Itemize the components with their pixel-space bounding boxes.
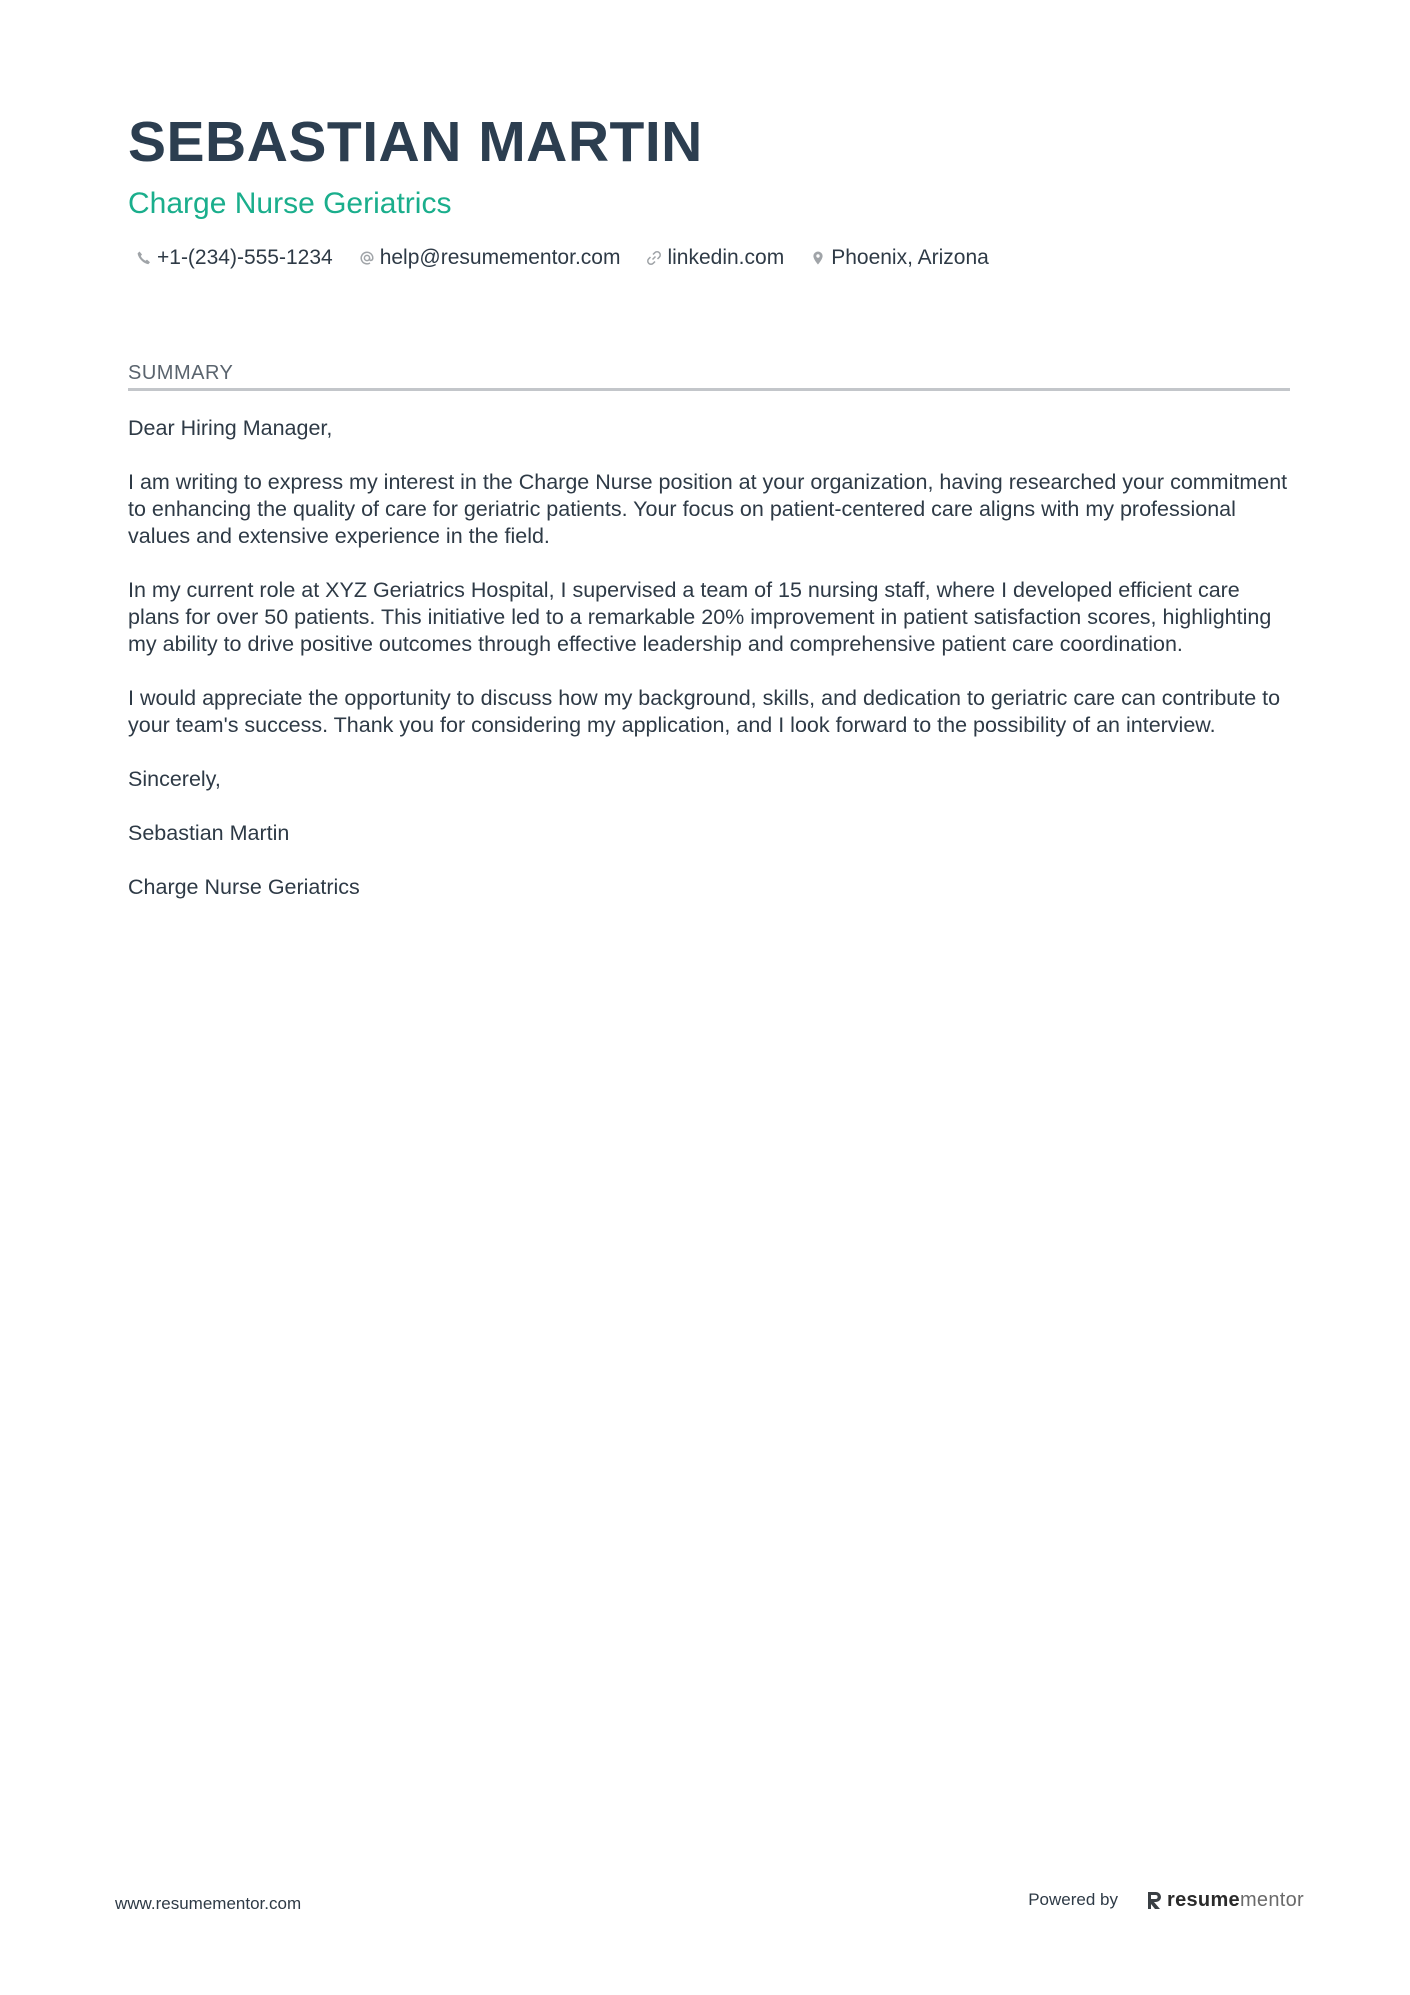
brand-logo[interactable] — [1146, 1888, 1304, 1912]
header — [128, 108, 1288, 272]
summary-section — [128, 360, 1290, 928]
contact-bar — [128, 244, 1288, 272]
footer-website[interactable]: www.resumementor.com — [115, 1894, 302, 1913]
letter-paragraph: I am writing to express my interest in the Charge Nurse position at your organization, having researched your commitment to enhancing the quality of care for geriatric patients. Your focus on patient-centered care aligns with my professional values and extensive experience in the field. — [128, 470, 1288, 548]
contact-location — [810, 244, 989, 272]
closing: Sincerely, — [128, 767, 221, 791]
phone-icon — [136, 250, 152, 266]
job-title: Charge Nurse Geriatrics — [128, 187, 452, 220]
contact-phone — [136, 244, 333, 272]
section-heading: SUMMARY — [128, 360, 1290, 391]
contact-location-text: Phoenix, Arizona — [831, 246, 989, 269]
contact-email[interactable] — [359, 244, 621, 272]
candidate-name: SEBASTIAN MARTIN — [128, 110, 703, 174]
footer-branding — [1028, 1888, 1304, 1912]
contact-phone-text: +1-(234)-555-1234 — [157, 246, 333, 269]
brand-text-resume: resume — [1167, 1889, 1240, 1911]
at-icon — [359, 250, 375, 266]
contact-linkedin-text[interactable]: linkedin.com — [667, 246, 785, 269]
cover-letter-body — [128, 415, 1290, 901]
letter-paragraph: In my current role at XYZ Geriatrics Hospital, I supervised a team of 15 nursing staff, where I developed efficient care plans for over 50 patients. This initiative led to a remarkable 20% improvement in patient satisfaction scores, highlighting my ability to drive positive outcomes through effective leadership and comprehensive patient care coordination. — [128, 578, 1272, 656]
salutation: Dear Hiring Manager, — [128, 416, 333, 440]
contact-linkedin[interactable] — [646, 244, 784, 272]
location-pin-icon — [810, 250, 826, 266]
letter-paragraph: I would appreciate the opportunity to discuss how my background, skills, and dedication to geriatric care can contribute to your team's success. Thank you for considering my application, and I look forward to the possibility of an interview. — [128, 686, 1281, 737]
signature-name: Sebastian Martin — [128, 821, 290, 845]
link-icon — [646, 250, 662, 266]
powered-by-label: Powered by — [1028, 1890, 1118, 1909]
signature-title: Charge Nurse Geriatrics — [128, 875, 360, 899]
brand-text-mentor: mentor — [1239, 1889, 1304, 1911]
contact-email-text[interactable]: help@resumementor.com — [379, 246, 621, 269]
resumementor-logo-icon — [1146, 1890, 1164, 1910]
